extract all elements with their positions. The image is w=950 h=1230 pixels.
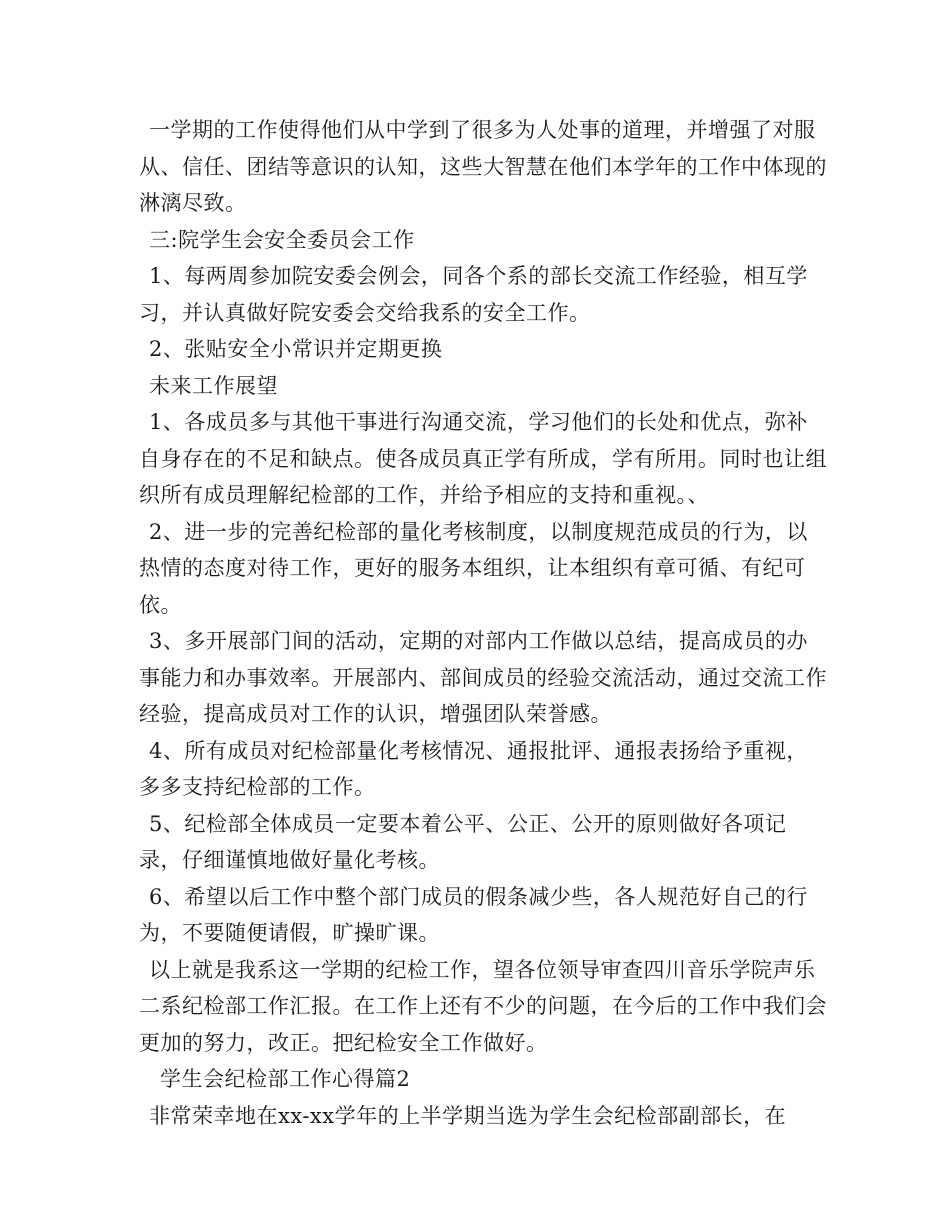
- paragraph-9: 4、所有成员对纪检部量化考核情况、通报批评、通报表扬给予重视，多多支持纪检部的工作。: [139, 738, 808, 799]
- paragraph-5-section-heading: 未来工作展望: [149, 373, 278, 398]
- paragraph-11: 6、希望以后工作中整个部门成员的假条减少些，各人规范好自己的行为，不要随便请假，旷操旷课。: [139, 884, 808, 945]
- document-body: [139, 112, 829, 1134]
- paragraph-13-article-heading: 学生会纪检部工作心得篇2: [160, 1067, 411, 1091]
- paragraph-10: 5、纪检部全体成员一定要本着公平、公正、公开的原则做好各项记录，仔细谨慎地做好量化考核。: [139, 811, 787, 872]
- paragraph-4: 2、张贴安全小常识并定期更换: [149, 337, 443, 361]
- paragraph-14: 非常荣幸地在xx-xx学年的上半学期当选为学生会纪检部副部长，在: [149, 1103, 787, 1128]
- paragraph-3: 1、每两周参加院安委会例会，同各个系的部长交流工作经验，相互学习，并认真做好院安委会交给我系的安全工作。: [139, 264, 808, 325]
- paragraph-7: 2、进一步的完善纪检部的量化考核制度，以制度规范成员的行为，以热情的态度对待工作，更好的服务本组织，让本组织有章可循、有纪可依。: [139, 519, 808, 617]
- paragraph-12: 以上就是我系这一学期的纪检工作，望各位领导审查四川音乐学院声乐二系纪检部工作汇报。在工作上还有不少的问题，在今后的工作中我们会更加的努力，改正。把纪检安全工作做好。: [139, 957, 827, 1055]
- paragraph-2-section-heading: 三:院学生会安全委员会工作: [149, 227, 415, 252]
- paragraph-6: 1、各成员多与其他干事进行沟通交流，学习他们的长处和优点，弥补自身存在的不足和缺点。使各成员真正学有所成，学有所用。同时也让组织所有成员理解纪检部的工作，并给予相应的支持和重视。、: [139, 410, 827, 507]
- paragraph-8: 3、多开展部门间的活动，定期的对部内工作做以总结，提高成员的办事能力和办事效率。开展部内、部间成员的经验交流活动，通过交流工作经验，提高成员对工作的认识，增强团队荣誉感。: [139, 629, 827, 726]
- paragraph-1: 一学期的工作使得他们从中学到了很多为人处事的道理，并增强了对服从、信任、团结等意识的认知，这些大智慧在他们本学年的工作中体现的淋漓尽致。: [139, 118, 827, 215]
